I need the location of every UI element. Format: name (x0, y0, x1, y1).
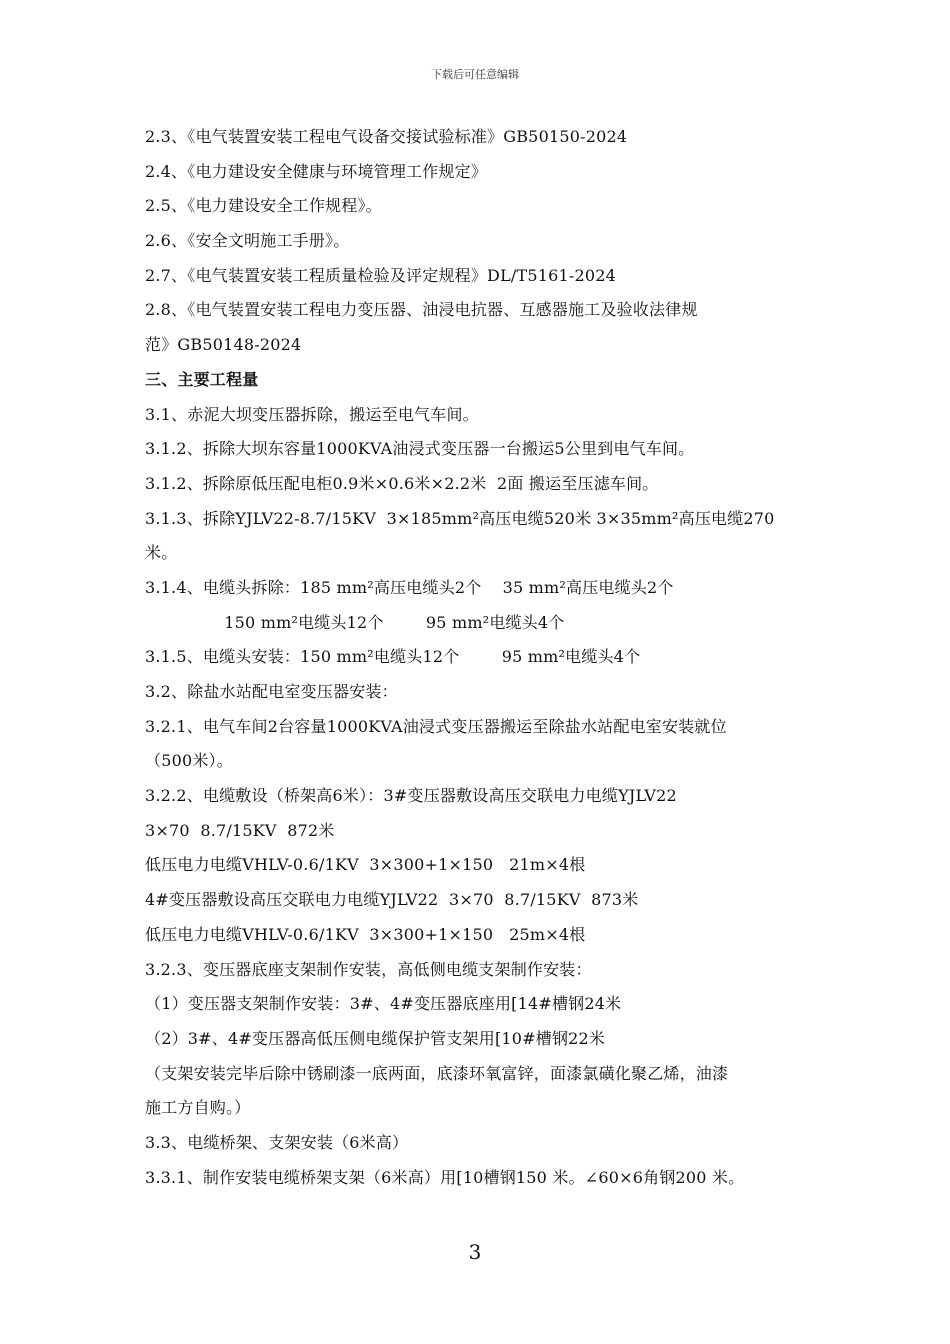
text-line: （500米）。 (145, 751, 233, 771)
text-line: 3.1.5、电缆头安装：150 mm²电缆头12个 95 mm²电缆头4个 (145, 647, 641, 667)
text-line: （1）变压器支架制作安装：3#、4#变压器底座用[14#槽钢24米 (145, 994, 622, 1014)
page-number: 3 (468, 1240, 482, 1264)
text-line: 3.3、电缆桥架、支架安装（6米高） (145, 1132, 409, 1152)
text-line: 3.3.1、制作安装电缆桥架支架（6米高）用[10槽钢150 米。∠60×6角钢200 米。 (145, 1167, 745, 1187)
text-line: 3.1.2、拆除原低压配电柜0.9米×0.6米×2.2米 2面 搬运至压滤车间。 (145, 473, 659, 493)
text-line: 3×70 8.7/15KV 872米 (145, 820, 335, 840)
text-line: 低压电力电缆VHLV-0.6/1KV 3×300+1×150 21m×4根 (145, 855, 586, 875)
text-line: 低压电力电缆VHLV-0.6/1KV 3×300+1×150 25m×4根 (145, 924, 586, 944)
text-line: 米。 (145, 543, 178, 563)
text-line: 2.4、《电力建设安全健康与环境管理工作规定》 (145, 161, 488, 181)
text-line: （支架安装完毕后除中锈刷漆一底两面，底漆环氧富锌，面漆氯磺化聚乙烯，油漆 (145, 1063, 729, 1083)
text-line: 3.1.2、拆除大坝东容量1000KVA油浸式变压器一台搬运5公里到电气车间。 (145, 439, 695, 459)
text-line: 2.6、《安全文明施工手册》。 (145, 231, 350, 251)
text-line: 2.3、《电气装置安装工程电气设备交接试验标准》GB50150-2024 (145, 127, 628, 146)
text-line: 3.1.3、拆除YJLV22-8.7/15KV 3×185mm²高压电缆520米 3×35mm²高压电缆270 (145, 508, 775, 528)
text-line: （2）3#、4#变压器高低压侧电缆保护管支架用[10#槽钢22米 (145, 1028, 606, 1048)
text-line: 施工方自购。） (145, 1098, 251, 1118)
text-line: 3.1、赤泥大坝变压器拆除，搬运至电气车间。 (145, 404, 479, 424)
text-line: 3.2.2、电缆敷设（桥架高6米）：3#变压器敷设高压交联电力电缆YJLV22 (145, 786, 677, 806)
text-line: 范》GB50148-2024 (145, 335, 302, 355)
text-line: 150 mm²电缆头12个 95 mm²电缆头4个 (145, 612, 565, 632)
page-header: 下载后可任意编辑 (431, 68, 519, 81)
text-line: 3.2.3、变压器底座支架制作安装，高低侧电缆支架制作安装： (145, 959, 592, 979)
text-line: 3.1.4、电缆头拆除：185 mm²高压电缆头2个 35 mm²高压电缆头2个 (145, 577, 674, 597)
text-line: 3.2.1、电气车间2台容量1000KVA油浸式变压器搬运至除盐水站配电室安装就位 (145, 716, 727, 736)
text-line: 4#变压器敷设高压交联电力电缆YJLV22 3×70 8.7/15KV 873米 (145, 890, 639, 910)
text-line: 3.2、除盐水站配电室变压器安装： (145, 682, 398, 701)
text-line: 2.7、《电气装置安装工程质量检验及评定规程》DL/T5161-2024 (145, 265, 617, 285)
section-heading: 三、主要工程量 (145, 369, 259, 389)
text-line: 2.8、《电气装置安装工程电力变压器、油浸电抗器、互感器施工及验收法律规 (145, 300, 698, 320)
text-line: 2.5、《电力建设安全工作规程》。 (145, 196, 382, 216)
document-body (145, 120, 845, 1195)
